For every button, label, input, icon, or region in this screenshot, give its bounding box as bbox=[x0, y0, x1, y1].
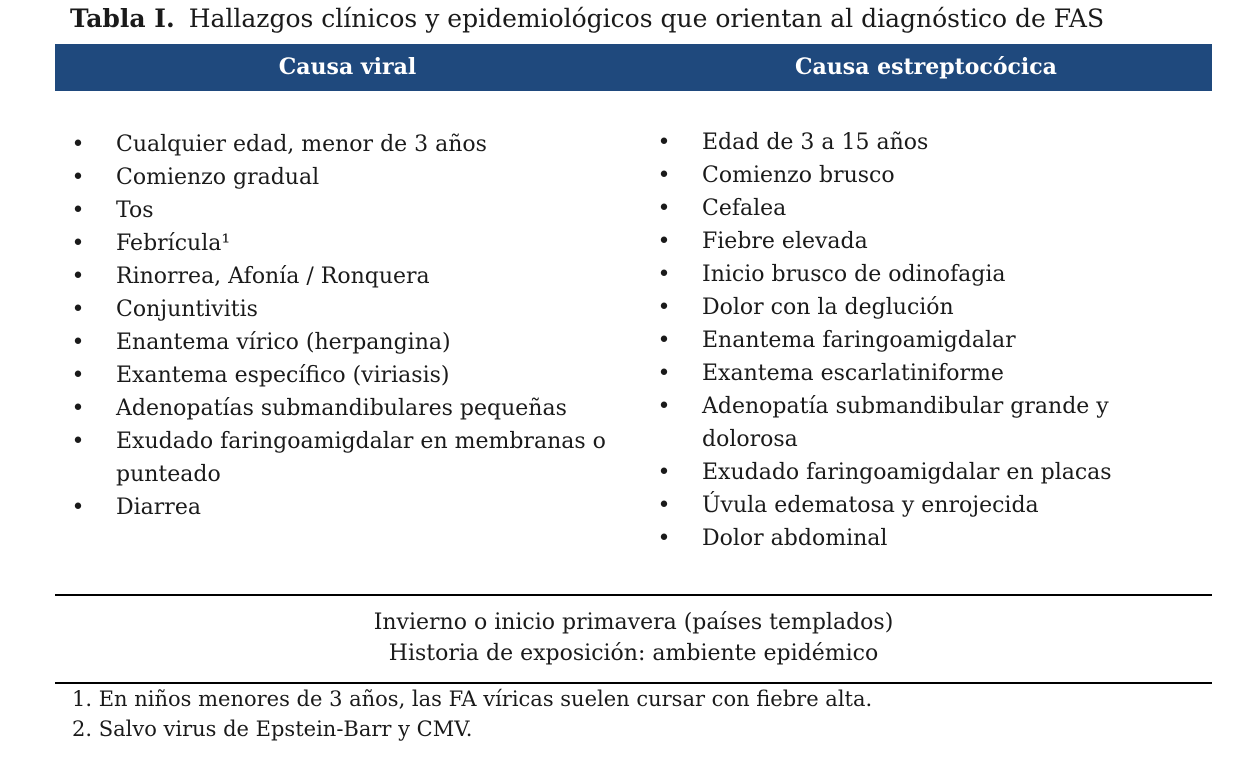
bullet-icon: • bbox=[657, 361, 671, 386]
divider-top bbox=[55, 594, 1212, 596]
list-item-text: Cefalea bbox=[702, 196, 787, 221]
list-item-text: Diarrea bbox=[116, 495, 201, 520]
list-item-text: Enantema faringoamigdalar bbox=[702, 328, 1016, 353]
list-item-text: Rinorrea, Afonía / Ronquera bbox=[116, 264, 430, 289]
bullet-icon: • bbox=[657, 460, 671, 485]
common-findings bbox=[55, 607, 1212, 669]
list-item-text: Exantema escarlatiniforme bbox=[702, 361, 1004, 386]
list-item-text: Cualquier edad, menor de 3 años bbox=[116, 132, 487, 157]
list-item bbox=[71, 128, 626, 161]
list-item bbox=[657, 357, 1132, 390]
list-item-text: Exudado faringoamigdalar en placas bbox=[702, 460, 1112, 485]
list-item bbox=[657, 489, 1132, 522]
common-findings-line-1: Invierno o inicio primavera (países templados) bbox=[373, 610, 894, 635]
list-item-text: Úvula edematosa y enrojecida bbox=[702, 493, 1039, 518]
table-title: Hallazgos clínicos y epidemiológicos que orientan al diagnóstico de FAS bbox=[188, 4, 1105, 33]
bullet-icon: • bbox=[657, 526, 671, 551]
column-header-streptococcal: Causa estreptocócica bbox=[795, 54, 1057, 80]
bullet-icon: • bbox=[657, 130, 671, 155]
list-item-text: Dolor abdominal bbox=[702, 526, 888, 551]
table-caption bbox=[70, 4, 1104, 33]
list-item bbox=[657, 225, 1132, 258]
list-item bbox=[657, 258, 1132, 291]
list-item bbox=[657, 324, 1132, 357]
list-item bbox=[657, 456, 1132, 489]
list-item bbox=[657, 291, 1132, 324]
list-item-text: Exudado faringoamigdalar en membranas o punteado bbox=[116, 429, 606, 487]
list-item-text: Comienzo gradual bbox=[116, 165, 320, 190]
list-item bbox=[657, 390, 1132, 456]
footnote-1: 1. En niños menores de 3 años, las FA víricas suelen cursar con fiebre alta. bbox=[72, 687, 873, 711]
list-item-text: Inicio brusco de odinofagia bbox=[702, 262, 1006, 287]
bullet-icon: • bbox=[657, 196, 671, 221]
list-item bbox=[71, 491, 626, 524]
bullet-icon: • bbox=[71, 264, 85, 289]
list-item bbox=[657, 159, 1132, 192]
list-item-text: Enantema vírico (herpangina) bbox=[116, 330, 451, 355]
footnote-2: 2. Salvo virus de Epstein-Barr y CMV. bbox=[72, 717, 473, 741]
streptococcal-findings-list bbox=[657, 126, 1132, 555]
bullet-icon: • bbox=[657, 262, 671, 287]
list-item-text: Adenopatías submandibulares pequeñas bbox=[116, 396, 567, 421]
bullet-icon: • bbox=[71, 165, 85, 190]
bullet-icon: • bbox=[71, 231, 85, 256]
list-item bbox=[71, 326, 626, 359]
bullet-icon: • bbox=[657, 163, 671, 188]
table-header bbox=[55, 44, 1212, 91]
list-item bbox=[71, 227, 626, 260]
bullet-icon: • bbox=[71, 363, 85, 388]
list-item bbox=[71, 260, 626, 293]
list-item-text: Adenopatía submandibular grande y dolorosa bbox=[702, 394, 1109, 452]
list-item bbox=[71, 293, 626, 326]
table-label: Tabla I. bbox=[70, 4, 175, 33]
list-item bbox=[71, 359, 626, 392]
list-item bbox=[71, 425, 626, 491]
bullet-icon: • bbox=[657, 394, 671, 419]
list-item-text: Exantema específico (viriasis) bbox=[116, 363, 450, 388]
column-header-viral: Causa viral bbox=[278, 54, 417, 80]
list-item-text: Fiebre elevada bbox=[702, 229, 868, 254]
bullet-icon: • bbox=[71, 330, 85, 355]
bullet-icon: • bbox=[657, 493, 671, 518]
list-item bbox=[657, 192, 1132, 225]
bullet-icon: • bbox=[71, 396, 85, 421]
list-item-text: Conjuntivitis bbox=[116, 297, 258, 322]
bullet-icon: • bbox=[657, 229, 671, 254]
list-item-text: Comienzo brusco bbox=[702, 163, 895, 188]
bullet-icon: • bbox=[71, 132, 85, 157]
list-item bbox=[71, 161, 626, 194]
footnotes bbox=[72, 684, 872, 744]
bullet-icon: • bbox=[71, 297, 85, 322]
list-item bbox=[71, 392, 626, 425]
list-item-text: Tos bbox=[116, 198, 154, 223]
list-item bbox=[657, 522, 1132, 555]
bullet-icon: • bbox=[71, 429, 85, 454]
bullet-icon: • bbox=[657, 328, 671, 353]
common-findings-line-2: Historia de exposición: ambiente epidémico bbox=[388, 641, 879, 666]
bullet-icon: • bbox=[657, 295, 671, 320]
list-item bbox=[657, 126, 1132, 159]
list-item-text: Edad de 3 a 15 años bbox=[702, 130, 929, 155]
bullet-icon: • bbox=[71, 198, 85, 223]
list-item-text: Febrícula¹ bbox=[116, 231, 231, 256]
list-item-text: Dolor con la deglución bbox=[702, 295, 954, 320]
list-item bbox=[71, 194, 626, 227]
bullet-icon: • bbox=[71, 495, 85, 520]
viral-findings-list bbox=[71, 128, 626, 524]
